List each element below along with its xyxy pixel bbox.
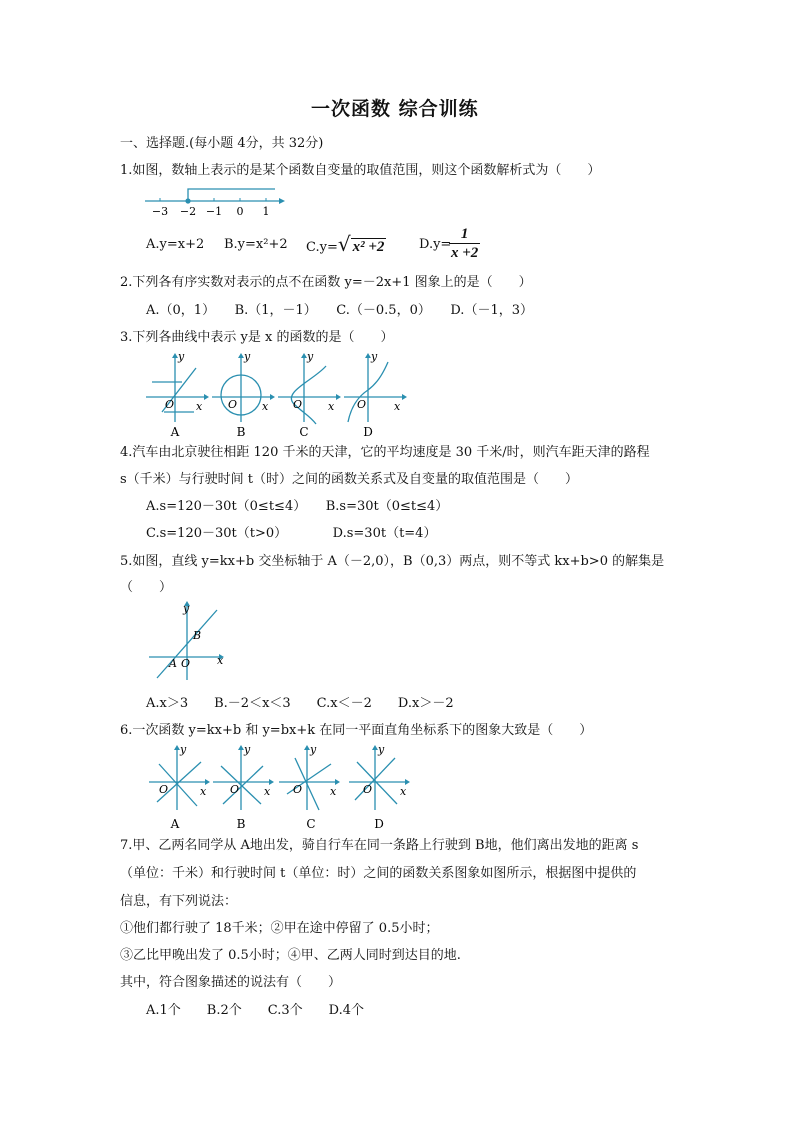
page-title: 一次函数 综合训练	[311, 98, 479, 120]
q2-options: A.（0，1） B.（1，－1） C.（－0.5，0） D.（－1，3）	[146, 303, 533, 318]
q1-option-c	[306, 232, 386, 260]
origin-label: O	[293, 398, 303, 411]
x-axis-label: x	[262, 400, 269, 413]
tick-label: −3	[151, 205, 169, 218]
graph-label-b: B	[236, 425, 246, 439]
origin-label: O	[159, 783, 169, 796]
y-axis-label: y	[244, 350, 251, 363]
origin-label: O	[181, 657, 191, 670]
x-axis-label: x	[196, 400, 203, 413]
y-axis-label: y	[183, 602, 190, 615]
y-axis-label: y	[244, 743, 251, 756]
graph-label-c: C	[299, 425, 309, 439]
q3-graphs	[140, 350, 415, 440]
tick-label: 0	[236, 205, 244, 218]
q7-stem-line3: 信息，有下列说法：	[120, 894, 238, 909]
q7-stem-line1: 7.甲、乙两名同学从 A地出发，骑自行车在同一条路上行驶到 B地，他们离出发地的距离 s	[120, 838, 639, 853]
x-axis-label: x	[264, 785, 271, 798]
x-axis-label: x	[394, 400, 401, 413]
q4-options-row1: A.s=120－30t（0≤t≤4） B.s=30t（0≤t≤4）	[146, 499, 449, 514]
q7-question: 其中，符合图象描述的说法有（ ）	[120, 975, 342, 990]
fraction-denominator: x +2	[451, 245, 479, 261]
q5-graph	[145, 600, 230, 685]
origin-label: O	[363, 783, 373, 796]
q4-stem-line2: s（千米）与行驶时间 t（时）之间的函数关系式及自变量的取值范围是（ ）	[120, 472, 579, 487]
origin-label: O	[357, 398, 367, 411]
q5-options: A.x＞3 B.－2＜x＜3 C.x＜－2 D.x＞－2	[146, 696, 454, 711]
graph-label-b: B	[236, 817, 246, 831]
q1-option-a: A.y=x+2	[146, 237, 205, 252]
point-b-label: B	[193, 629, 202, 642]
x-axis-label: x	[217, 654, 224, 667]
origin-label: O	[165, 398, 175, 411]
tick-label: 1	[262, 205, 270, 218]
origin-label: O	[230, 783, 240, 796]
q1-stem: 1.如图，数轴上表示的是某个函数自变量的取值范围，则这个函数解析式为（ ）	[120, 163, 601, 178]
tick-label: −1	[205, 205, 223, 218]
y-axis-label: y	[180, 743, 187, 756]
q7-items-1-2: ①他们都行驶了 18千米；②甲在途中停留了 0.5小时；	[120, 921, 439, 936]
section-heading: 一、选择题.(每小题 4分，共 32分)	[120, 136, 324, 151]
q5-stem-line2: （ ）	[120, 580, 173, 595]
q4-options-row2: C.s=120－30t（t>0） D.s=30t（t=4）	[146, 526, 437, 541]
y-axis-label: y	[378, 743, 385, 756]
q1-option-c-radicand: x² +2	[352, 239, 385, 255]
q6-stem: 6.一次函数 y=kx+b 和 y=bx+k 在同一平面直角坐标系下的图象大致是（ ）	[120, 723, 593, 738]
graph-label-c: C	[306, 817, 316, 831]
q6-graphs	[145, 744, 415, 832]
q5-stem-line1: 5.如图，直线 y=kx+b 交坐标轴于 A（－2,0），B（0,3）两点，则不等式 kx+b>0 的解集是	[120, 554, 665, 569]
q1-option-b: B.y=x²+2	[224, 237, 288, 252]
origin-label: O	[293, 783, 303, 796]
x-axis-label: x	[330, 785, 337, 798]
q1-option-d-prefix: D.y=	[419, 237, 452, 252]
tick-label: −2	[179, 205, 197, 218]
x-axis-label: x	[328, 400, 335, 413]
x-axis-label: x	[200, 785, 207, 798]
x-axis-label: x	[400, 785, 407, 798]
q2-stem: 2.下列各有序实数对表示的点不在函数 y=－2x+1 图象上的是（ ）	[120, 275, 532, 290]
y-axis-label: y	[310, 743, 317, 756]
q7-items-3-4: ③乙比甲晚出发了 0.5小时；④甲、乙两人同时到达目的地.	[120, 948, 461, 963]
y-axis-label: y	[371, 350, 378, 363]
graph-label-a: A	[170, 817, 180, 831]
q7-options: A.1个 B.2个 C.3个 D.4个	[146, 1003, 364, 1018]
q1-option-d-fraction	[449, 225, 480, 262]
graph-label-d: D	[374, 817, 384, 831]
q1-number-line	[140, 184, 285, 218]
q4-stem-line1: 4.汽车由北京驶往相距 120 千米的天津，它的平均速度是 30 千米/时，则汽车距天津的路程	[120, 445, 650, 460]
graph-label-d: D	[363, 425, 373, 439]
q1-option-c-prefix: C.y=	[306, 240, 338, 255]
y-axis-label: y	[307, 350, 314, 363]
q3-stem: 3.下列各曲线中表示 y是 x 的函数的是（ ）	[120, 330, 394, 345]
q7-stem-line2: （单位：千米）和行驶时间 t（单位：时）之间的函数关系图象如图所示，根据图中提供的	[120, 866, 637, 881]
fraction-numerator: 1	[460, 226, 469, 242]
y-axis-label: y	[178, 350, 185, 363]
point-a-label: A	[169, 657, 177, 670]
origin-label: O	[228, 398, 238, 411]
sqrt-sign: √	[337, 232, 351, 256]
graph-label-a: A	[170, 425, 180, 439]
